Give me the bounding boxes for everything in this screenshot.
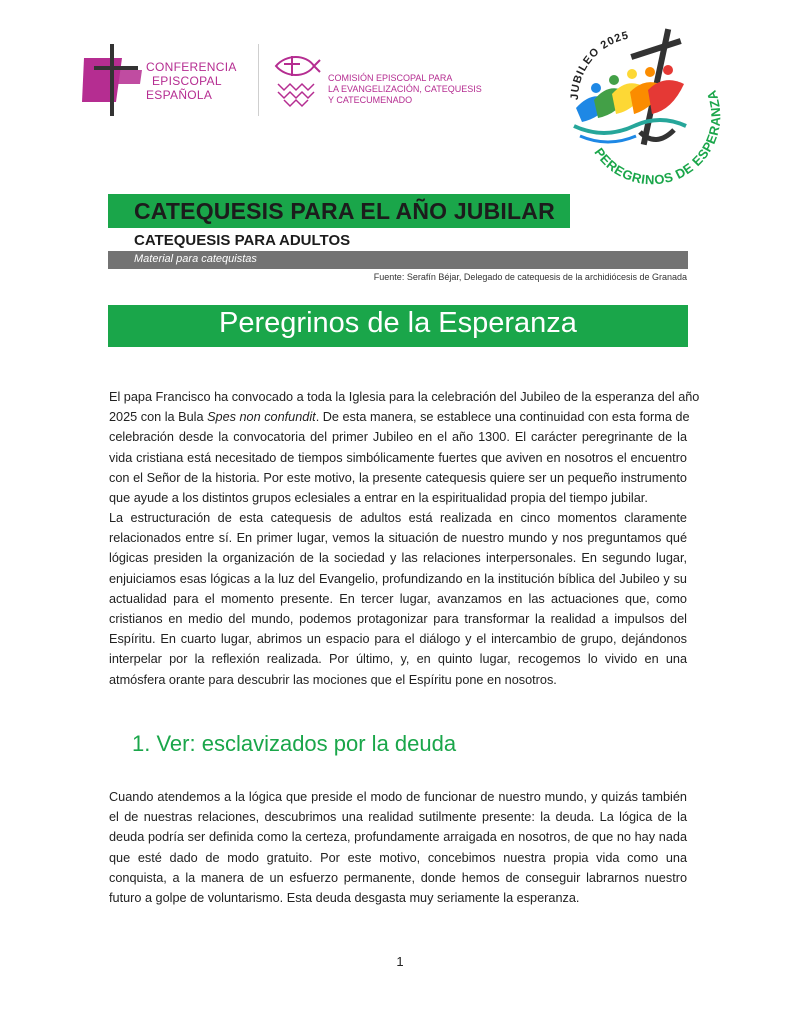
cee-line-1: CONFERENCIA [146,60,237,74]
cee-line-2: EPISCOPAL [152,74,222,88]
text-line: con el Señor de la historia. Por este motivo, la presente catequesis quiere ser un pequeño instrumento [109,470,687,485]
source-credit: Fuente: Serafín Béjar, Delegado de catequesis de la archidiócesis de Granada [373,272,687,282]
text-line: cristianos en medio del mundo, podemos protagonizar para transformar la realidad a impulsos del [109,612,687,627]
jubileo-emblem [560,22,730,190]
cee-logo-text [146,60,237,102]
jubileo-top-text: JUBILEO 2025 [568,29,631,101]
text-line: lógicas presiden la organización de la sociedad y las relaciones interpersonales. En segundo lugar, [109,551,687,566]
text-line: el de nuestras relaciones, descubrimos una realidad sutilmente presente: la deuda. La lógica de la [109,810,687,825]
text-line: interpelar por la reflexión realizada. Por último, y, en quinto lugar, recogemos lo vivido en una [109,652,687,667]
section-1-heading: 1. Ver: esclavizados por la deuda [132,731,457,756]
comision-logo-text [328,73,482,106]
material-label: Material para catequistas [134,253,257,265]
comision-line-1: COMISIÓN EPISCOPAL PARA [328,73,453,83]
intro-paragraph-2 [109,508,687,690]
page-number: 1 [396,954,404,969]
text-line [109,407,690,427]
text-run: 2025 con la Bula [109,410,208,425]
section-1-paragraph [109,787,687,908]
comision-line-3: Y CATECUMENADO [328,95,413,105]
cee-line-3: ESPAÑOLA [146,88,213,102]
comision-line-2: LA EVANGELIZACIÓN, CATEQUESIS [328,84,482,94]
fish-icon [272,50,322,110]
text-line: futuro a golpe de voluntarismo. Esta deuda desgasta muy seriamente la esperanza. [109,891,580,906]
text-line: que ayude a los distintos grupos eclesiales a entrar en la espiritualidad propia del tiempo jubilar. [109,491,648,506]
text-run: . De esta manera, se establece una continuidad con esta forma de [315,410,690,425]
text-line: conquista, a la manera de un esfuerzo permanente, donde hemos de conseguir labrarnos nuestro [109,870,687,885]
intro-paragraph-1 [109,387,700,508]
document-subtitle: CATEQUESIS PARA ADULTOS [134,232,351,249]
cee-cross-icon [82,44,152,116]
text-line: enjuiciamos esas lógicas a la luz del Evangelio, profundizando en la institución bíblica del Jubileo y su [109,571,687,586]
text-line: El papa Francisco ha convocado a toda la Iglesia para la celebración del Jubileo de la esperanza del año [109,390,700,404]
jubileo-bottom-text: PEREGRINOS DE ESPERANZA [591,88,724,188]
text-line: relacionados entre sí. En primer lugar, vemos la situación de nuestro mundo y nos preguntamos qué [109,531,687,546]
text-line: La estructuración de esta catequesis de adultos está realizada en cinco momentos claramente [109,511,687,525]
main-title: Peregrinos de la Esperanza [219,307,577,339]
book-title: Spes non confundit [207,410,316,425]
comision-logo [272,50,322,110]
document-title: CATEQUESIS PARA EL AÑO JUBILAR [134,198,555,224]
text-line: Espíritu. En cuarto lugar, abrimos un espacio para el diálogo y el intercambio de grupo, dejándonos [109,632,687,647]
jubileo-logo [560,22,730,190]
text-line: vida cristiana está necesitado de tiempos simbólicamente fuertes que aviven en nosotros el encuentro [109,450,687,465]
text-line: Cuando atendemos a la lógica que preside el modo de funcionar de nuestro mundo, y quizás también [109,790,687,804]
logo-divider [258,44,259,116]
text-line: actualidad para el momento presente. En tercer lugar, avanzamos en las actuaciones que, como [109,591,687,606]
text-line: deuda podría ser definida como la certeza, profundamente arraigada en nosotros, de que no hay nada [109,830,687,845]
text-line: celebración desde la convocatoria del primer Jubileo en el año 1300. El carácter peregrinante de la [109,430,687,445]
text-line: que esté dado de modo gratuito. Por este motivo, concebimos nuestra propia vida como una [109,850,687,865]
text-line: atmósfera orante para descubrir las mociones que el Espíritu pone en nosotros. [109,672,557,687]
